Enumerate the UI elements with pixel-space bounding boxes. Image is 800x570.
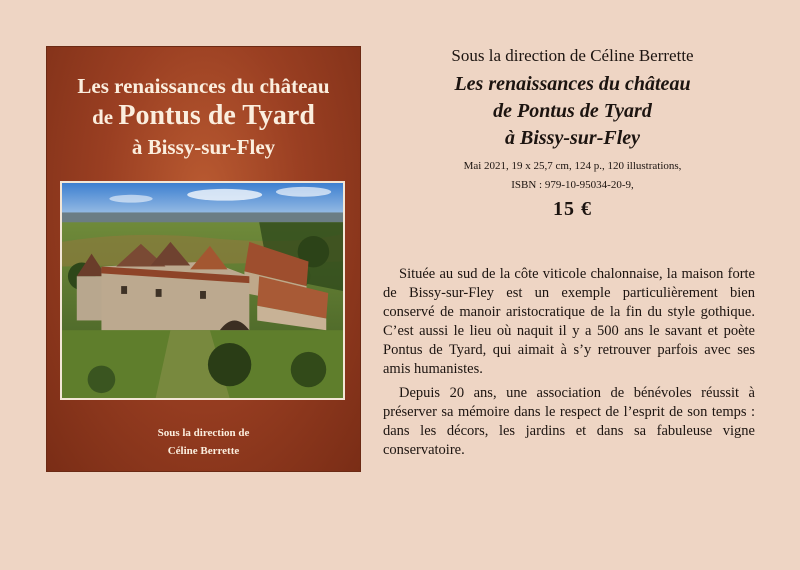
book-title-line3: à Bissy-sur-Fley <box>505 127 640 149</box>
book-isbn: ISBN : 979-10-95034-20-9, <box>511 179 634 191</box>
description-paragraph-2: Depuis 20 ans, une association de bénévoles réussit à préserver sa mémoire dans le respect de l’esprit de son temps : dans les décors, les jardins et dans sa fabuleuse vigne conservatoire. <box>383 385 755 458</box>
description-paragraph-1: Située au sud de la côte viticole chalonnaise, la maison forte de Bissy-sur-Fley est un exemple particulièrement bien conservé de manoir aristocratique de la fin du style gothique. C’est aussi le lieu où naquit il y a 500 ans le savant et poète Pontus de Tyard, qui aimait à s’y retrouver parfois avec ses amis humanistes. <box>383 266 755 377</box>
cover-title-prefix: de <box>92 105 114 129</box>
cover-credit <box>47 424 360 460</box>
castle-photo-illustration <box>62 183 343 398</box>
cover-title <box>47 71 360 162</box>
book-info <box>400 40 745 222</box>
book-cover <box>47 47 360 471</box>
book-title-line2: de Pontus de Tyard <box>493 100 652 122</box>
cover-title-line3: à Bissy-sur-Fley <box>131 135 276 159</box>
cover-credit-line2: Céline Berrette <box>167 445 240 457</box>
cover-credit-line1: Sous la direction de <box>157 427 250 439</box>
book-meta-details: Mai 2021, 19 x 25,7 cm, 124 p., 120 illustrations, <box>463 160 682 172</box>
cover-title-main: Pontus de Tyard <box>118 100 315 131</box>
book-title <box>400 71 745 152</box>
book-description <box>383 265 755 465</box>
editor-credit: Sous la direction de Céline Berrette <box>451 46 694 65</box>
book-meta <box>400 157 745 195</box>
castle-photo <box>60 181 345 400</box>
book-title-line1: Les renaissances du château <box>454 73 691 95</box>
cover-title-line2 <box>47 101 360 132</box>
book-price: 15 € <box>553 198 592 220</box>
cover-title-line1: Les renaissances du château <box>77 74 330 98</box>
